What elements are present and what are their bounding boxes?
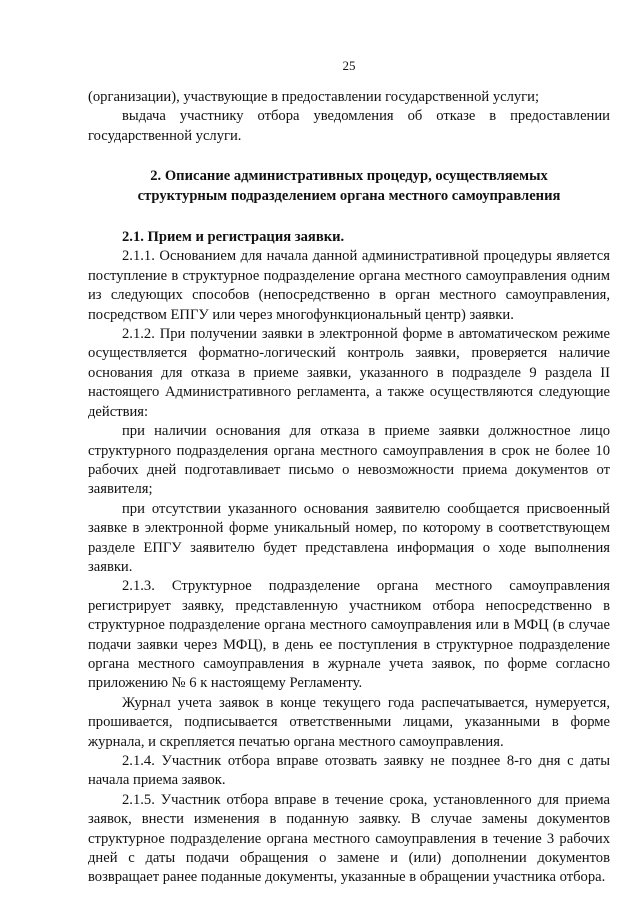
paragraph-2-1-2: 2.1.2. При получении заявки в электронной форме в автоматическом режиме осуществляется форматно-логический контроль заявки, проверяется наличие основания для отказа в приеме заявки, указанного в подразделе 9 раздела II настоящего Административного регламента, а также осуществляются следующие действия: [88,326,610,420]
subsection-heading: 2.1. Прием и регистрация заявки. [122,229,345,246]
paragraph-journal: Журнал учета заявок в конце текущего года распечатывается, нумеруется, прошивается, подписывается ответственными лицами, указанными в форме журнала, и скрепляется печатью органа местного самоуправления. [88,694,610,750]
paragraph-refusal-grounds: при наличии основания для отказа в приеме заявки должностное лицо структурного подразделения органа местного самоуправления в срок не более 10 рабочих дней подготавливает письмо о невозможности приема документов от заявителя; [88,423,610,498]
paragraph-no-grounds: при отсутствии указанного основания заявителю сообщается присвоенный заявке в электронной форме уникальный номер, по которому в соответствующем разделе ЕПГУ заявителю будет представлена информация о ходе выполнения заявки. [88,500,610,575]
section-heading-line-1: 2. Описание административных процедур, осуществляемых [150,168,548,185]
paragraph-2-1-1: 2.1.1. Основанием для начала данной административной процедуры является поступление в структурное подразделение органа местного самоуправления одним из следующих способов (непосредственно в орган местного самоуправления, посредством ЕПГУ или через многофункциональный центр) заявки. [88,248,610,323]
paragraph-organizations: (организации), участвующие в предоставлении государственной услуги; [88,89,540,105]
paragraph-2-1-5: 2.1.5. Участник отбора вправе в течение срока, установленного для приема заявок, внести изменения в поданную заявку. В случае замены документов структурное подразделение органа местного самоуправления в течение 3 рабочих дней с даты подачи обращения о замене и (или) дополнении документов возвращает ранее поданные документы, указанные в обращении участника отбора. [88,791,610,886]
paragraph-2-1-3: 2.1.3. Структурное подразделение органа местного самоуправления регистрирует заявку, представленную участником отбора непосредственно в структурное подразделение органа местного самоуправления или в МФЦ (в случае подачи заявки через МФЦ), в день ее поступления в структурное подразделение органа местного самоуправления в журнале учета заявок, по форме согласно приложению № 6 к настоящему Регламенту. [88,578,610,692]
section-heading [88,167,610,206]
document-page [88,58,610,888]
section-heading-line-2: структурным подразделением органа местного самоуправления [137,187,561,204]
paragraph-refusal-notice: выдача участнику отбора уведомления об отказе в предоставлении государственной услуги. [88,108,610,144]
paragraph-2-1-4: 2.1.4. Участник отбора вправе отозвать заявку не позднее 8-го дня с даты начала приема заявок. [88,753,610,789]
page-number: 25 [342,58,356,73]
